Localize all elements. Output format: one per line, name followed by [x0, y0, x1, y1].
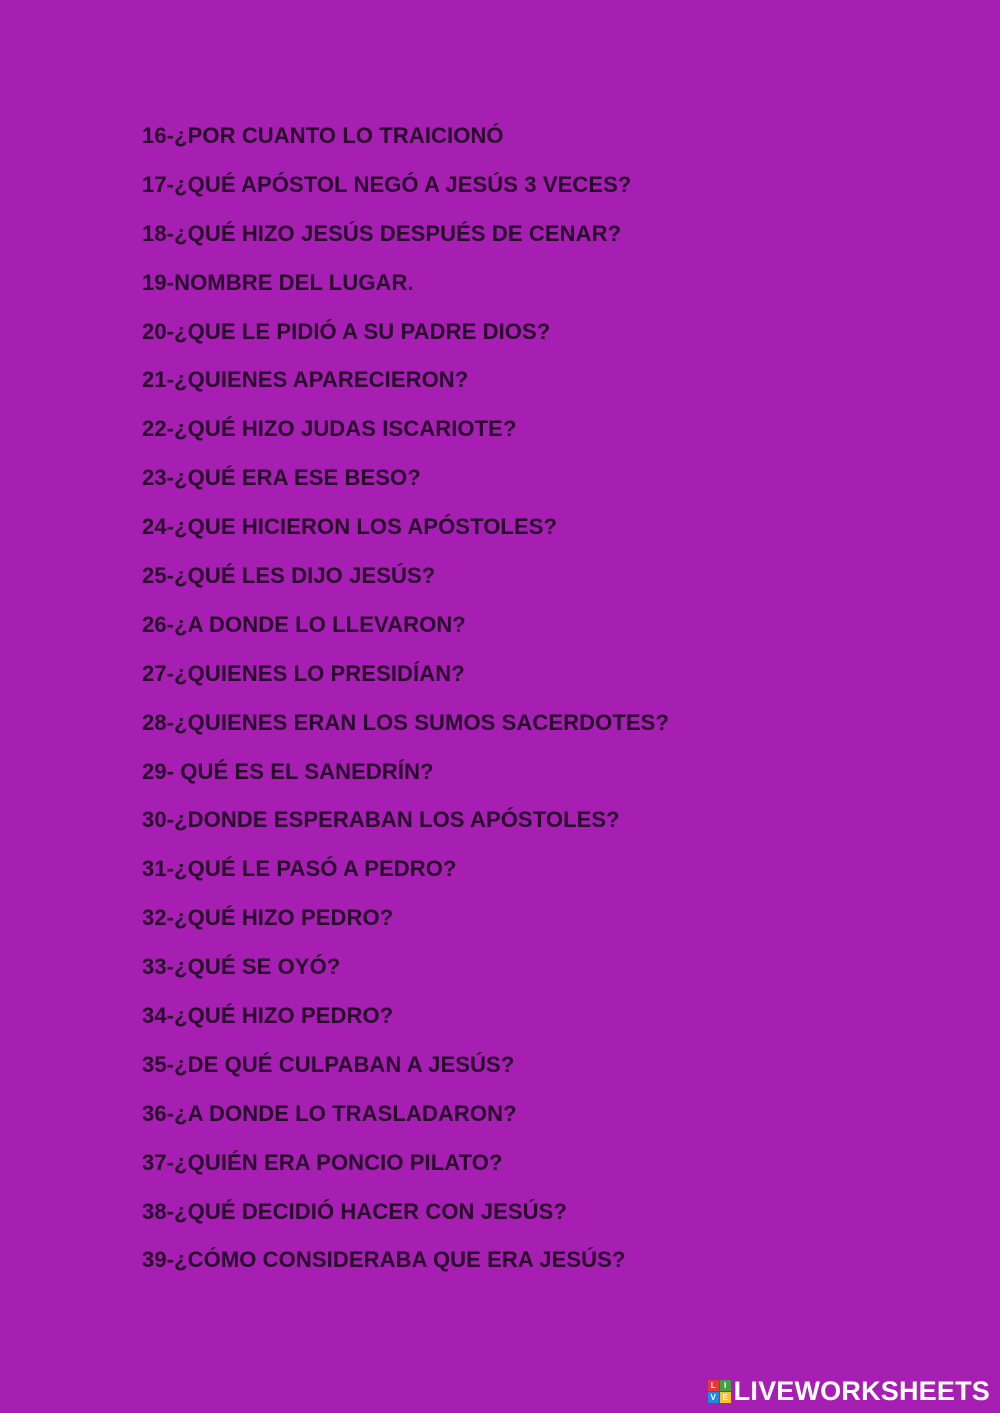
logo-letter-i: I: [720, 1380, 731, 1391]
question-item: 16-¿POR CUANTO LO TRAICIONÓ: [142, 123, 504, 148]
logo-letter-e: E: [720, 1392, 731, 1403]
question-item: 38-¿QUÉ DECIDIÓ HACER CON JESÚS?: [142, 1198, 567, 1224]
question-item: 20-¿QUE LE PIDIÓ A SU PADRE DIOS?: [142, 318, 551, 344]
question-item: 35-¿DE QUÉ CULPABAN A JESÚS?: [142, 1051, 515, 1077]
question-item: 23-¿QUÉ ERA ESE BESO?: [142, 465, 421, 491]
question-item: 17-¿QUÉ APÓSTOL NEGÓ A JESÚS 3 VECES?: [142, 171, 632, 197]
question-list: [142, 116, 669, 1289]
question-item: 32-¿QUÉ HIZO PEDRO?: [142, 905, 394, 931]
question-item: 30-¿DONDE ESPERABAN LOS APÓSTOLES?: [142, 807, 620, 833]
question-item: 31-¿QUÉ LE PASÓ A PEDRO?: [142, 856, 457, 882]
question-item: 24-¿QUE HICIERON LOS APÓSTOLES?: [142, 514, 558, 540]
question-item: 37-¿QUIÉN ERA PONCIO PILATO?: [142, 1149, 503, 1175]
question-item: 19-NOMBRE DEL LUGAR.: [142, 269, 414, 295]
question-item: 18-¿QUÉ HIZO JESÚS DESPUÉS DE CENAR?: [142, 220, 622, 246]
question-item: 33-¿QUÉ SE OYÓ?: [142, 954, 341, 980]
question-item: 39-¿CÓMO CONSIDERABA QUE ERA JESÚS?: [142, 1247, 626, 1273]
question-item: 29- QUÉ ES EL SANEDRÍN?: [142, 758, 434, 784]
logo-letter-v: V: [708, 1392, 719, 1403]
watermark-text: LIVEWORKSHEETS: [733, 1376, 990, 1406]
question-item: 28-¿QUIENES ERAN LOS SUMOS SACERDOTES?: [142, 709, 669, 735]
liveworksheets-watermark: [708, 1376, 990, 1407]
question-item: 21-¿QUIENES APARECIERON?: [142, 367, 469, 393]
question-item: 25-¿QUÉ LES DIJO JESÚS?: [142, 563, 436, 589]
question-item: 36-¿A DONDE LO TRASLADARON?: [142, 1100, 517, 1126]
question-item: 27-¿QUIENES LO PRESIDÍAN?: [142, 660, 465, 686]
logo-letter-l: L: [708, 1380, 719, 1391]
question-item: 26-¿A DONDE LO LLEVARON?: [142, 611, 466, 637]
question-item: 22-¿QUÉ HIZO JUDAS ISCARIOTE?: [142, 416, 517, 442]
question-item: 34-¿QUÉ HIZO PEDRO?: [142, 1003, 394, 1029]
liveworksheets-logo-icon: [708, 1380, 731, 1403]
